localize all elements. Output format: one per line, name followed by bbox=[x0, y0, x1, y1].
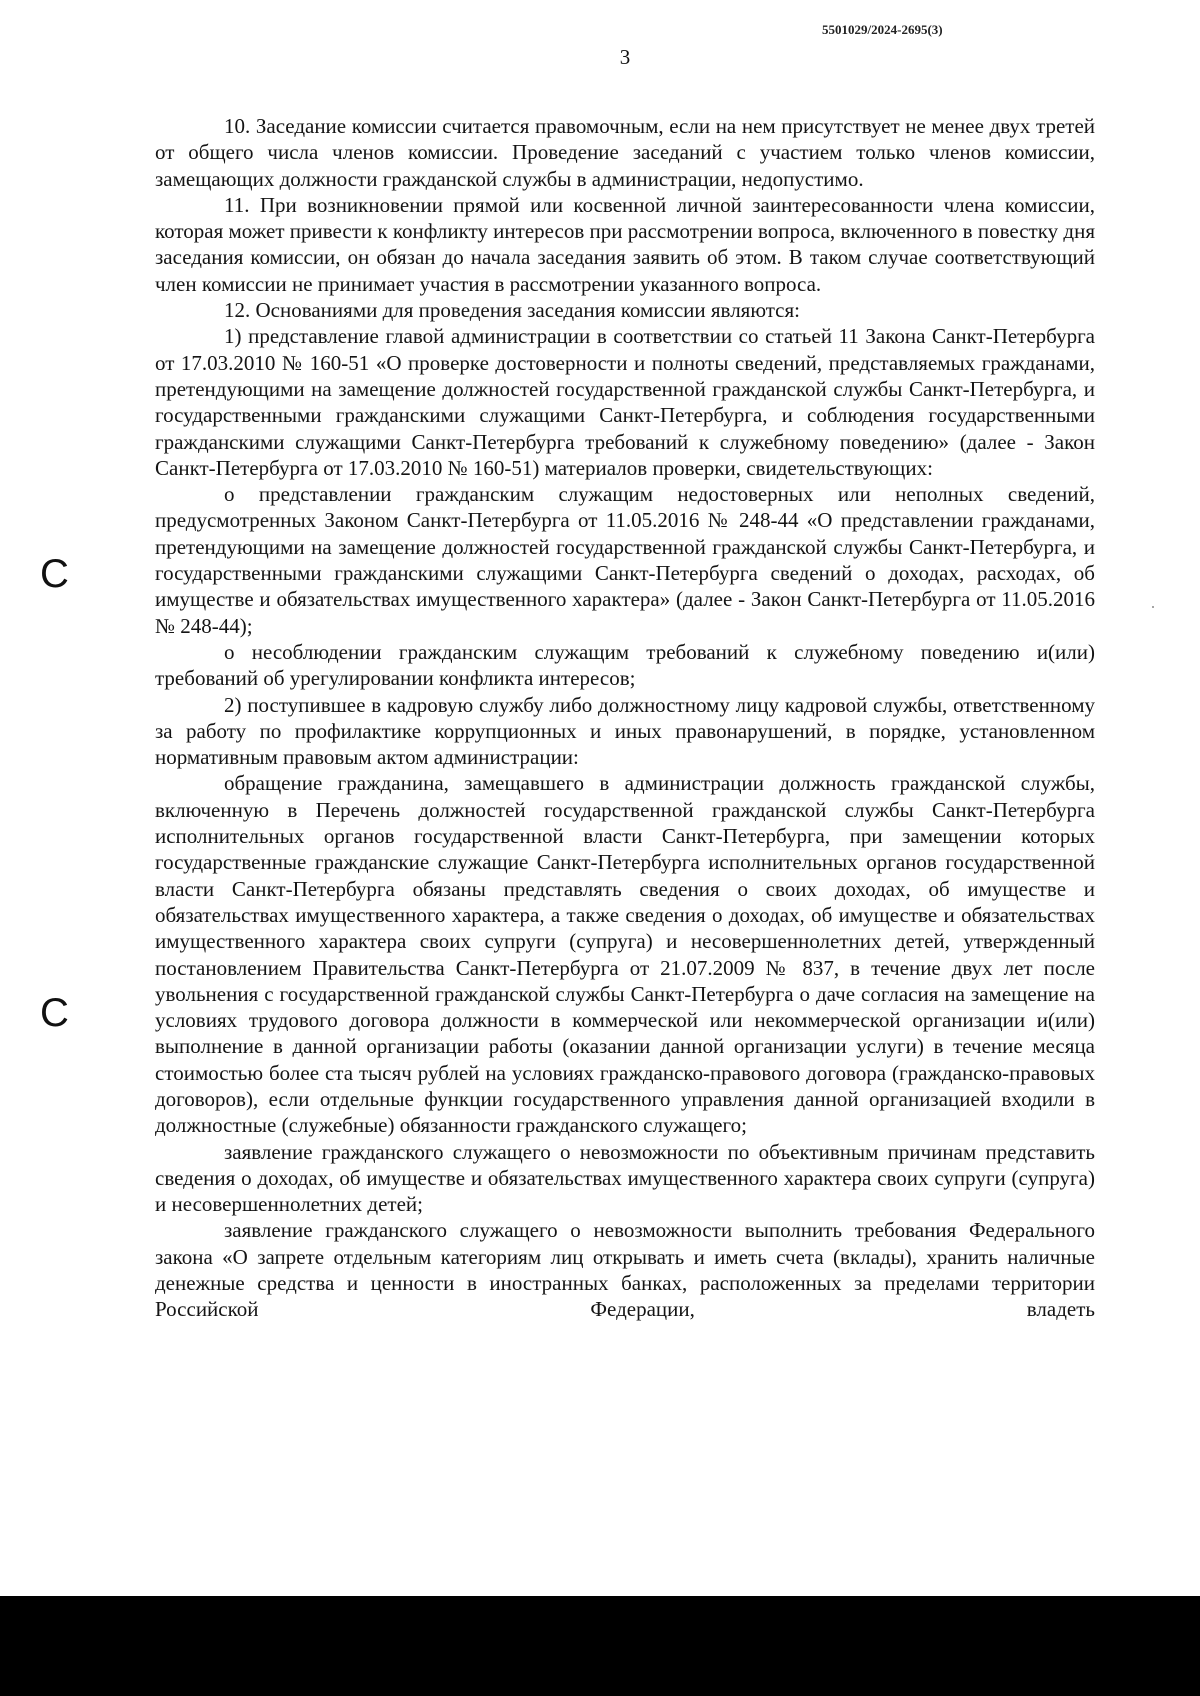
document-body bbox=[155, 113, 1095, 1323]
paragraph-12-item-1: 1) представление главой администрации в соответствии со статьей 11 Закона Санкт-Петербурга от 17.03.2010 № 160-51 «О проверке достоверности и полноты сведений, представляемых гражданами, претендующими на замещение должностей государственной гражданской службы Санкт-Петербурга, и государственными гражданскими служащими Санкт-Петербурга, и соблюдения государственными гражданскими служащими Санкт-Петербурга требований к служебному поведению» (далее - Закон Санкт-Петербурга от 17.03.2010 № 160-51) материалов проверки, свидетельствующих: bbox=[155, 324, 1095, 480]
page-number: 3 bbox=[619, 45, 631, 69]
document-number: 5501029/2024-2695(3) bbox=[822, 22, 943, 37]
paragraph-12-item-1-b: о несоблюдении гражданским служащим требований к служебному поведению и(или) требований об урегулировании конфликта интересов; bbox=[155, 639, 1095, 691]
paragraph-12-item-1-a: о представлении гражданским служащим недостоверных или неполных сведений, предусмотренных Законом Санкт-Петербурга от 11.05.2016 № 248-44 «О представлении гражданами, претендующими на замещение должностей государственной гражданской службы Санкт-Петербурга, и государственными гражданскими служащими Санкт-Петербурга сведений о доходах, расходах, об имуществе и обязательствах имущественного характера» (далее - Закон Санкт-Петербурга от 11.05.2016 № 248-44); bbox=[155, 482, 1095, 638]
hole-punch-mark: C bbox=[40, 552, 69, 596]
paragraph-12: 12. Основаниями для проведения заседания комиссии являются: bbox=[224, 298, 800, 323]
paragraph-12-item-2-c: заявление гражданского служащего о невозможности выполнить требования Федерального закона «О запрете отдельным категориям лиц открывать и иметь счета (вклады), хранить наличные денежные средства и ценности в иностранных банках, расположенных за пределами территории Российской Федерации, владеть bbox=[155, 1218, 1095, 1322]
paragraph-12-item-2: 2) поступившее в кадровую службу либо должностному лицу кадровой службы, ответственному за работу по профилактике коррупционных и иных правонарушений, в порядке, установленном нормативным правовым актом администрации: bbox=[155, 692, 1095, 770]
paragraph-12-item-2-b: заявление гражданского служащего о невозможности по объективным причинам представить сведения о доходах, об имуществе и обязательствах имущественного характера своих супруги (супруга) и несовершеннолетних детей; bbox=[155, 1139, 1095, 1217]
scan-speck bbox=[1152, 606, 1154, 608]
scan-bottom-bar bbox=[0, 1596, 1200, 1696]
paragraph-12-item-2-a: обращение гражданина, замещавшего в администрации должность гражданской службы, включенную в Перечень должностей государственной гражданской службы Санкт-Петербурга исполнительных органов государственной власти Санкт-Петербурга, при замещении которых государственные гражданские служащие Санкт-Петербурга исполнительных органов государственной власти Санкт-Петербурга обязаны представлять сведения о своих доходах, об имуществе и обязательствах имущественного характера, а также сведения о доходах, об имуществе и обязательствах имущественного характера своих супруги (супруга) и несовершеннолетних детей, утвержденный постановлением Правительства Санкт-Петербурга от 21.07.2009 № 837, в течение двух лет после увольнения с государственной гражданской службы Санкт-Петербурга о даче согласия на замещение на условиях трудового договора должности в коммерческой или некоммерческой организации и(или) выполнение в данной организации работы (оказании данной организации услуги) в течение месяца стоимостью более ста тысяч рублей на условиях гражданско-правового договора (гражданско-правовых договоров), если отдельные функции государственного управления данной организацией входили в должностные (служебные) обязанности гражданского служащего; bbox=[155, 771, 1095, 1138]
paragraph-11: 11. При возникновении прямой или косвенной личной заинтересованности члена комиссии, которая может привести к конфликту интересов при рассмотрении вопроса, включенного в повестку дня заседания комиссии, он обязан до начала заседания заявить об этом. В таком случае соответствующий член комиссии не принимает участия в рассмотрении указанного вопроса. bbox=[155, 192, 1095, 296]
paragraph-10: 10. Заседание комиссии считается правомочным, если на нем присутствует не менее двух третей от общего числа членов комиссии. Проведение заседаний с участием только членов комиссии, замещающих должности гражданской службы в администрации, недопустимо. bbox=[155, 114, 1095, 191]
hole-punch-mark: C bbox=[40, 991, 69, 1035]
